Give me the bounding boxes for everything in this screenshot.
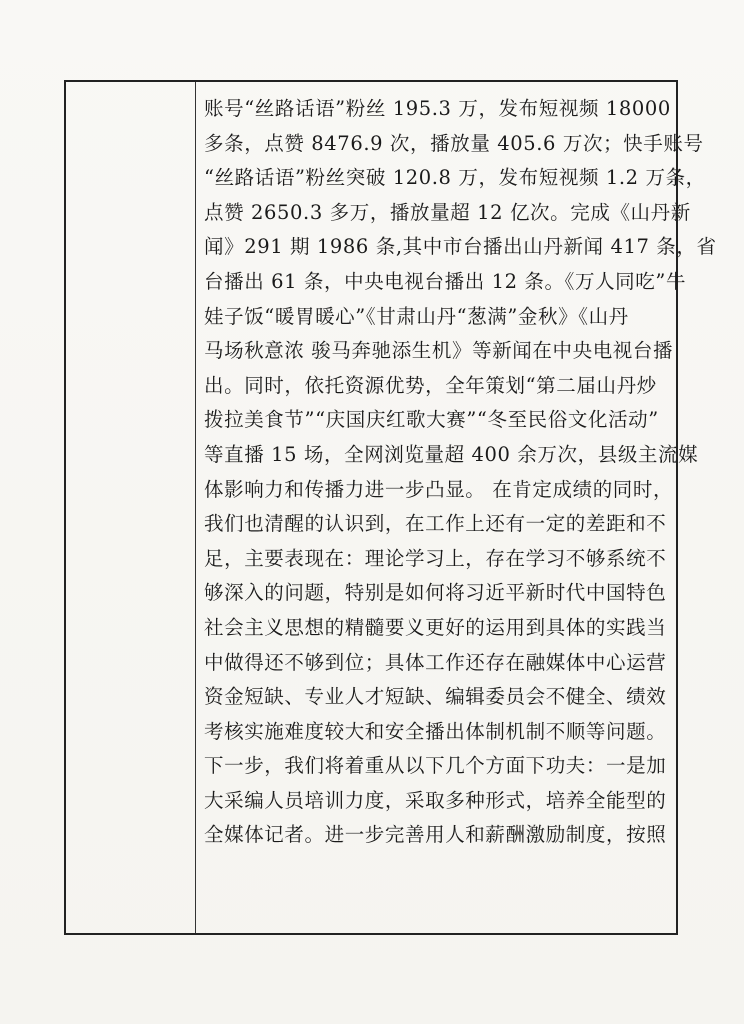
text-line: 等直播 15 场，全网浏览量超 400 余万次，县级主流媒 (204, 442, 699, 466)
text-line: 够深入的问题，特别是如何将习近平新时代中国特色 (204, 581, 667, 605)
text-line: 账号“丝路话语”粉丝 195.3 万，发布短视频 18000 (204, 97, 671, 120)
text-line: 多条，点赞 8476.9 次，播放量 405.6 万次；快手账号 (204, 131, 704, 155)
text-line: 大采编人员培训力度，采取多种形式，培养全能型的 (204, 788, 667, 812)
text-line: 拨拉美食节”“庆国庆红歌大赛”“冬至民俗文化活动” (204, 408, 659, 432)
text-line: 考核实施难度较大和安全播出体制机制不顺等问题。 (204, 719, 667, 743)
text-line: 中做得还不够到位；具体工作还存在融媒体中心运营 (204, 650, 667, 674)
document-table (64, 80, 717, 935)
text-line: 点赞 2650.3 多万，播放量超 12 亿次。完成《山丹新 (204, 200, 691, 224)
table-left-column (66, 82, 196, 933)
text-line: 全媒体记者。进一步完善用人和薪酬激励制度，按照 (204, 823, 667, 847)
text-line: 出。同时，依托资源优势，全年策划“第二届山丹炒 (204, 373, 657, 397)
text-line: 下一步，我们将着重从以下几个方面下功夫：一是加 (204, 754, 667, 778)
text-line: 马场秋意浓 骏马奔驰添生机》等新闻在中央电视台播 (204, 339, 674, 363)
text-line: 台播出 61 条，中央电视台播出 12 条。《万人同吃”牛 (204, 269, 687, 293)
text-line: 资金短缺、专业人才短缺、编辑委员会不健全、绩效 (204, 685, 667, 709)
text-line: 足，主要表现在：理论学习上，存在学习不够系统不 (204, 546, 667, 570)
text-line: 体影响力和传播力进一步凸显。 在肯定成绩的同时， (204, 477, 674, 501)
body-text (204, 92, 717, 853)
text-line: 闻》291 期 1986 条,其中市台播出山丹新闻 417 条，省 (204, 235, 717, 259)
text-line: 社会主义思想的精髓要义更好的运用到具体的实践当 (204, 615, 667, 639)
text-line: “丝路话语”粉丝突破 120.8 万，发布短视频 1.2 万条， (204, 166, 706, 190)
text-line: 我们也清醒的认识到，在工作上还有一定的差距和不 (204, 512, 667, 536)
text-line: 娃子饭“暖胃暖心”《甘肃山丹“葱满”金秋》《山丹 (204, 304, 629, 328)
